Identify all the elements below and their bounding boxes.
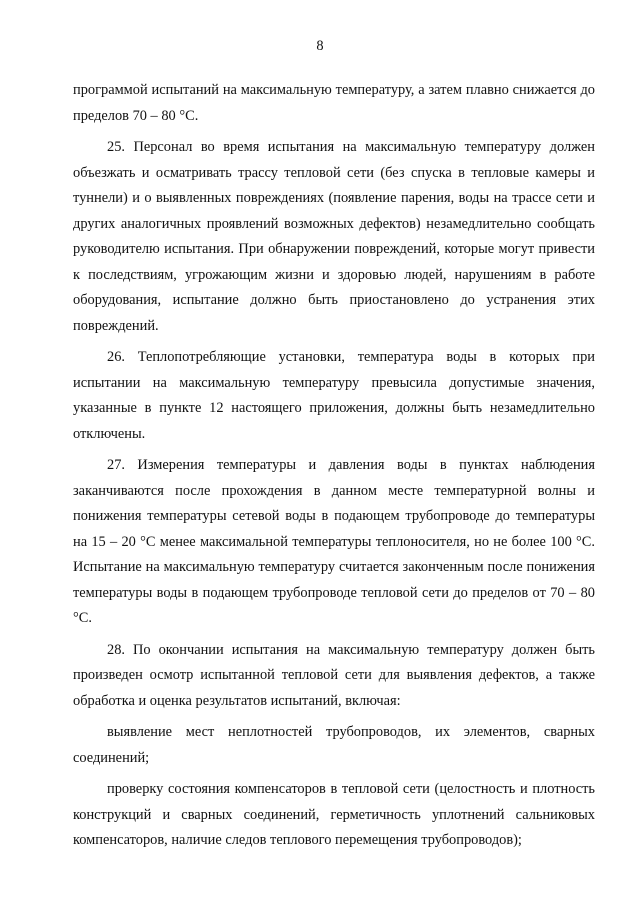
paragraph-subitem-compensators: проверку состояния компенсаторов в тепловой сети (целостность и плотность конструкций и сварных соединений, герметичность уплотнений сальниковых компенсаторов, наличие следов теплового перемещения трубопроводов); (73, 781, 595, 848)
paragraph-item-28: 28. По окончании испытания на максимальную температуру должен быть произведен осмотр испытанной тепловой сети для выявления дефектов, а также обработка и оценка результатов испытаний, включая: (73, 641, 595, 709)
page-number: 8 (316, 38, 324, 54)
paragraph-continuation: программой испытаний на максимальную температуру, а затем плавно снижается до пределов 70 – 80 °С. (73, 82, 595, 124)
paragraph-subitem-leaks: выявление мест неплотностей трубопроводов, их элементов, сварных соединений; (73, 724, 595, 766)
paragraph-item-26: 26. Теплопотребляющие установки, температура воды в которых при испытании на максимальную температуру превысила допустимые значения, указанные в пункте 12 настоящего приложения, должны быть незамедлительно отключены. (73, 349, 595, 442)
paragraph-item-25: 25. Персонал во время испытания на максимальную температуру должен объезжать и осматривать трассу тепловой сети (без спуска в тепловые камеры и туннели) и о выявленных повреждениях (появление парения, воды на трассе сети и других аналогичных проявлений возможных дефектов) незамедлительно сообщать руководителю испытания. При обнаружении повреждений, которые могут привести к последствиям, угрожающим жизни и здоровью людей, нарушениям в работе оборудования, испытание должно быть приостановлено до устранения этих повреждений. (73, 139, 595, 334)
paragraph-item-27: 27. Измерения температуры и давления воды в пунктах наблюдения заканчиваются после прохождения в данном месте температурной волны и понижения температуры сетевой воды в подающем трубопроводе до температуры на 15 – 20 °С менее максимальной температуры теплоносителя, но не более 100 °С. Испытание на максимальную температуру считается законченным после понижения температуры воды в подающем трубопроводе тепловой сети до пределов от 70 – 80 °С. (73, 457, 595, 626)
document-body (73, 78, 595, 860)
